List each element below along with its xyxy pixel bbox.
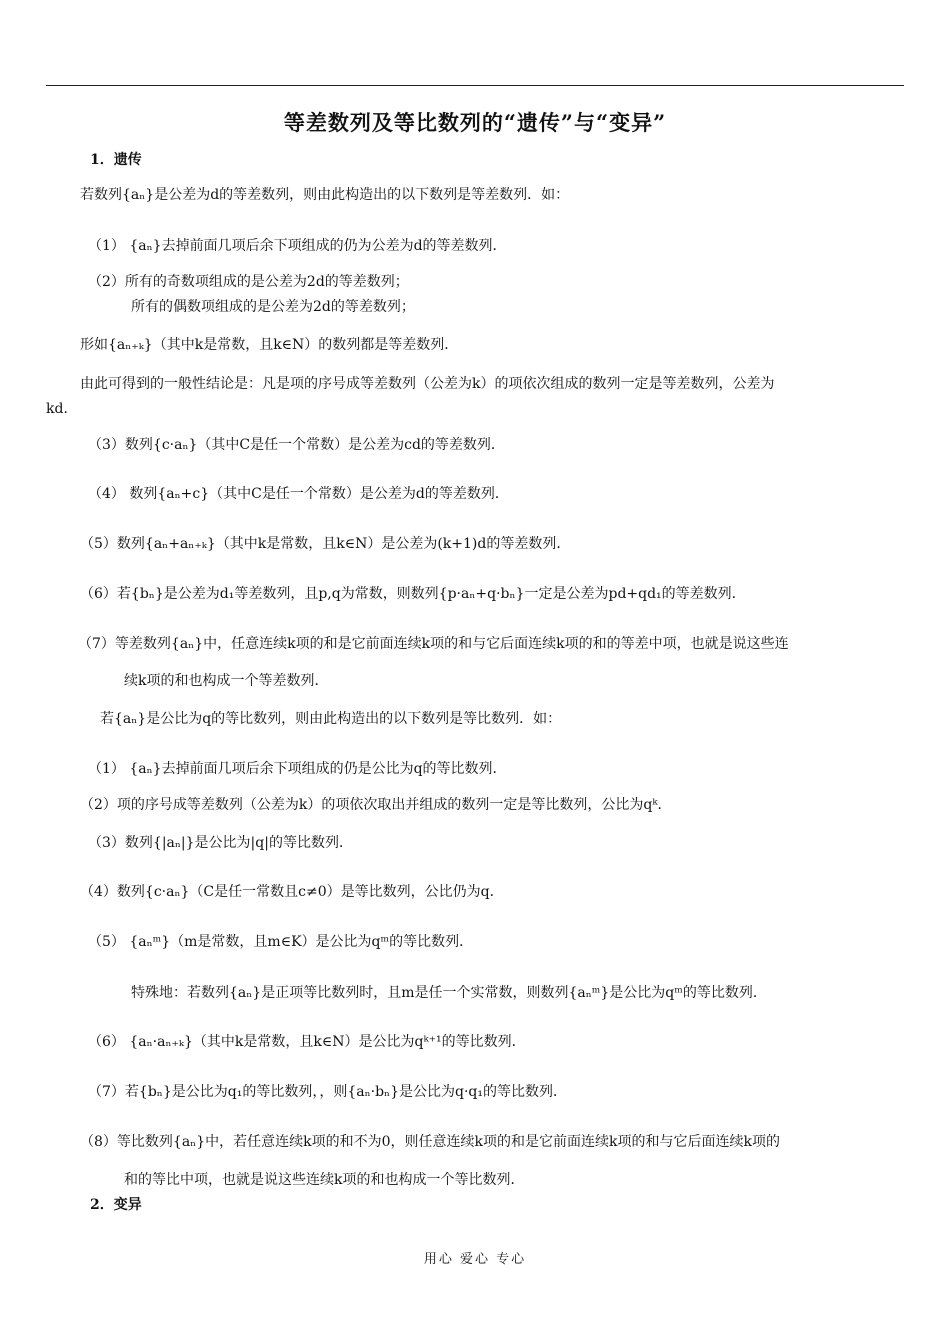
arith-general-2: kd． xyxy=(46,401,78,417)
section-heading-variation: 2．变异 xyxy=(90,1197,142,1213)
geom-item-1: （1） {aₙ}去掉前面几项后余下项组成的仍是公比为q的等比数列． xyxy=(88,761,507,777)
arith-general-1: 由此可得到的一般性结论是：凡是项的序号成等差数列（公差为k）的项依次组成的数列一定是等差数列，公差为 xyxy=(80,376,775,392)
arith-item-7b: 续k项的和也构成一个等差数列． xyxy=(124,673,329,689)
geom-item-6: （6） {aₙ·aₙ₊ₖ}（其中k是常数，且k∈N）是公比为qᵏ⁺¹的等比数列． xyxy=(88,1034,526,1050)
header-rule xyxy=(46,85,904,86)
geom-item-4: （4）数列{c·aₙ}（C是任一常数且c≠0）是等比数列，公比仍为q． xyxy=(80,884,504,900)
page-title: 等差数列及等比数列的“遗传”与“变异” xyxy=(283,110,667,135)
geom-item-8a: （8）等比数列{aₙ}中，若任意连续k项的和不为0，则任意连续k项的和是它前面连续k项的和与它后面连续k项的 xyxy=(80,1134,780,1150)
arith-item-2b: 所有的偶数项组成的是公差为2d的等差数列； xyxy=(131,299,415,315)
arith-item-1: （1） {aₙ}去掉前面几项后余下项组成的仍为公差为d的等差数列． xyxy=(88,238,507,254)
arith-item-4: （4） 数列{aₙ+c}（其中C是任一个常数）是公差为d的等差数列． xyxy=(88,486,509,502)
arith-item-3: （3）数列{c·aₙ}（其中C是任一个常数）是公差为cd的等差数列． xyxy=(88,437,505,453)
arith-item-2a: （2）所有的奇数项组成的是公差为2d的等差数列； xyxy=(88,274,409,290)
page-footer: 用心 爱心 专心 xyxy=(423,1252,527,1267)
geom-item-7: （7）若{bₙ}是公比为q₁的等比数列，，则{aₙ·bₙ}是公比为q·q₁的等比数列． xyxy=(88,1084,567,1100)
geom-item-2: （2）项的序号成等差数列（公差为k）的项依次取出并组成的数列一定是等比数列，公比为qᵏ． xyxy=(80,797,672,813)
section-heading-inheritance: 1．遗传 xyxy=(90,152,142,168)
arith-intro: 若数列{aₙ}是公差为d的等差数列，则由此构造出的以下数列是等差数列．如： xyxy=(80,187,570,203)
geom-item-5: （5） {aₙᵐ}（m是常数，且m∈K）是公比为qᵐ的等比数列． xyxy=(88,934,474,950)
arith-item-5: （5）数列{aₙ+aₙ₊ₖ}（其中k是常数，且k∈N）是公差为(k+1)d的等差数列． xyxy=(80,536,571,552)
arith-item-7a: （7）等差数列{aₙ}中，任意连续k项的和是它前面连续k项的和与它后面连续k项的和的等差中项，也就是说这些连 xyxy=(78,636,789,652)
arith-form: 形如{aₙ₊ₖ}（其中k是常数，且k∈N）的数列都是等差数列． xyxy=(80,337,459,353)
geom-item-8b: 和的等比中项，也就是说这些连续k项的和也构成一个等比数列． xyxy=(124,1172,525,1188)
geom-item-3: （3）数列{|aₙ|}是公比为|q|的等比数列． xyxy=(88,835,353,851)
geom-intro: 若{aₙ}是公比为q的等比数列，则由此构造出的以下数列是等比数列．如： xyxy=(100,711,562,727)
arith-item-6: （6）若{bₙ}是公差为d₁等差数列，且p,q为常数，则数列{p·aₙ+q·bₙ}一定是公差为pd+qd₁的等差数列． xyxy=(80,586,746,602)
geom-special: 特殊地：若数列{aₙ}是正项等比数列时，且m是任一个实常数，则数列{aₙᵐ}是公比为qᵐ的等比数列． xyxy=(131,985,767,1001)
